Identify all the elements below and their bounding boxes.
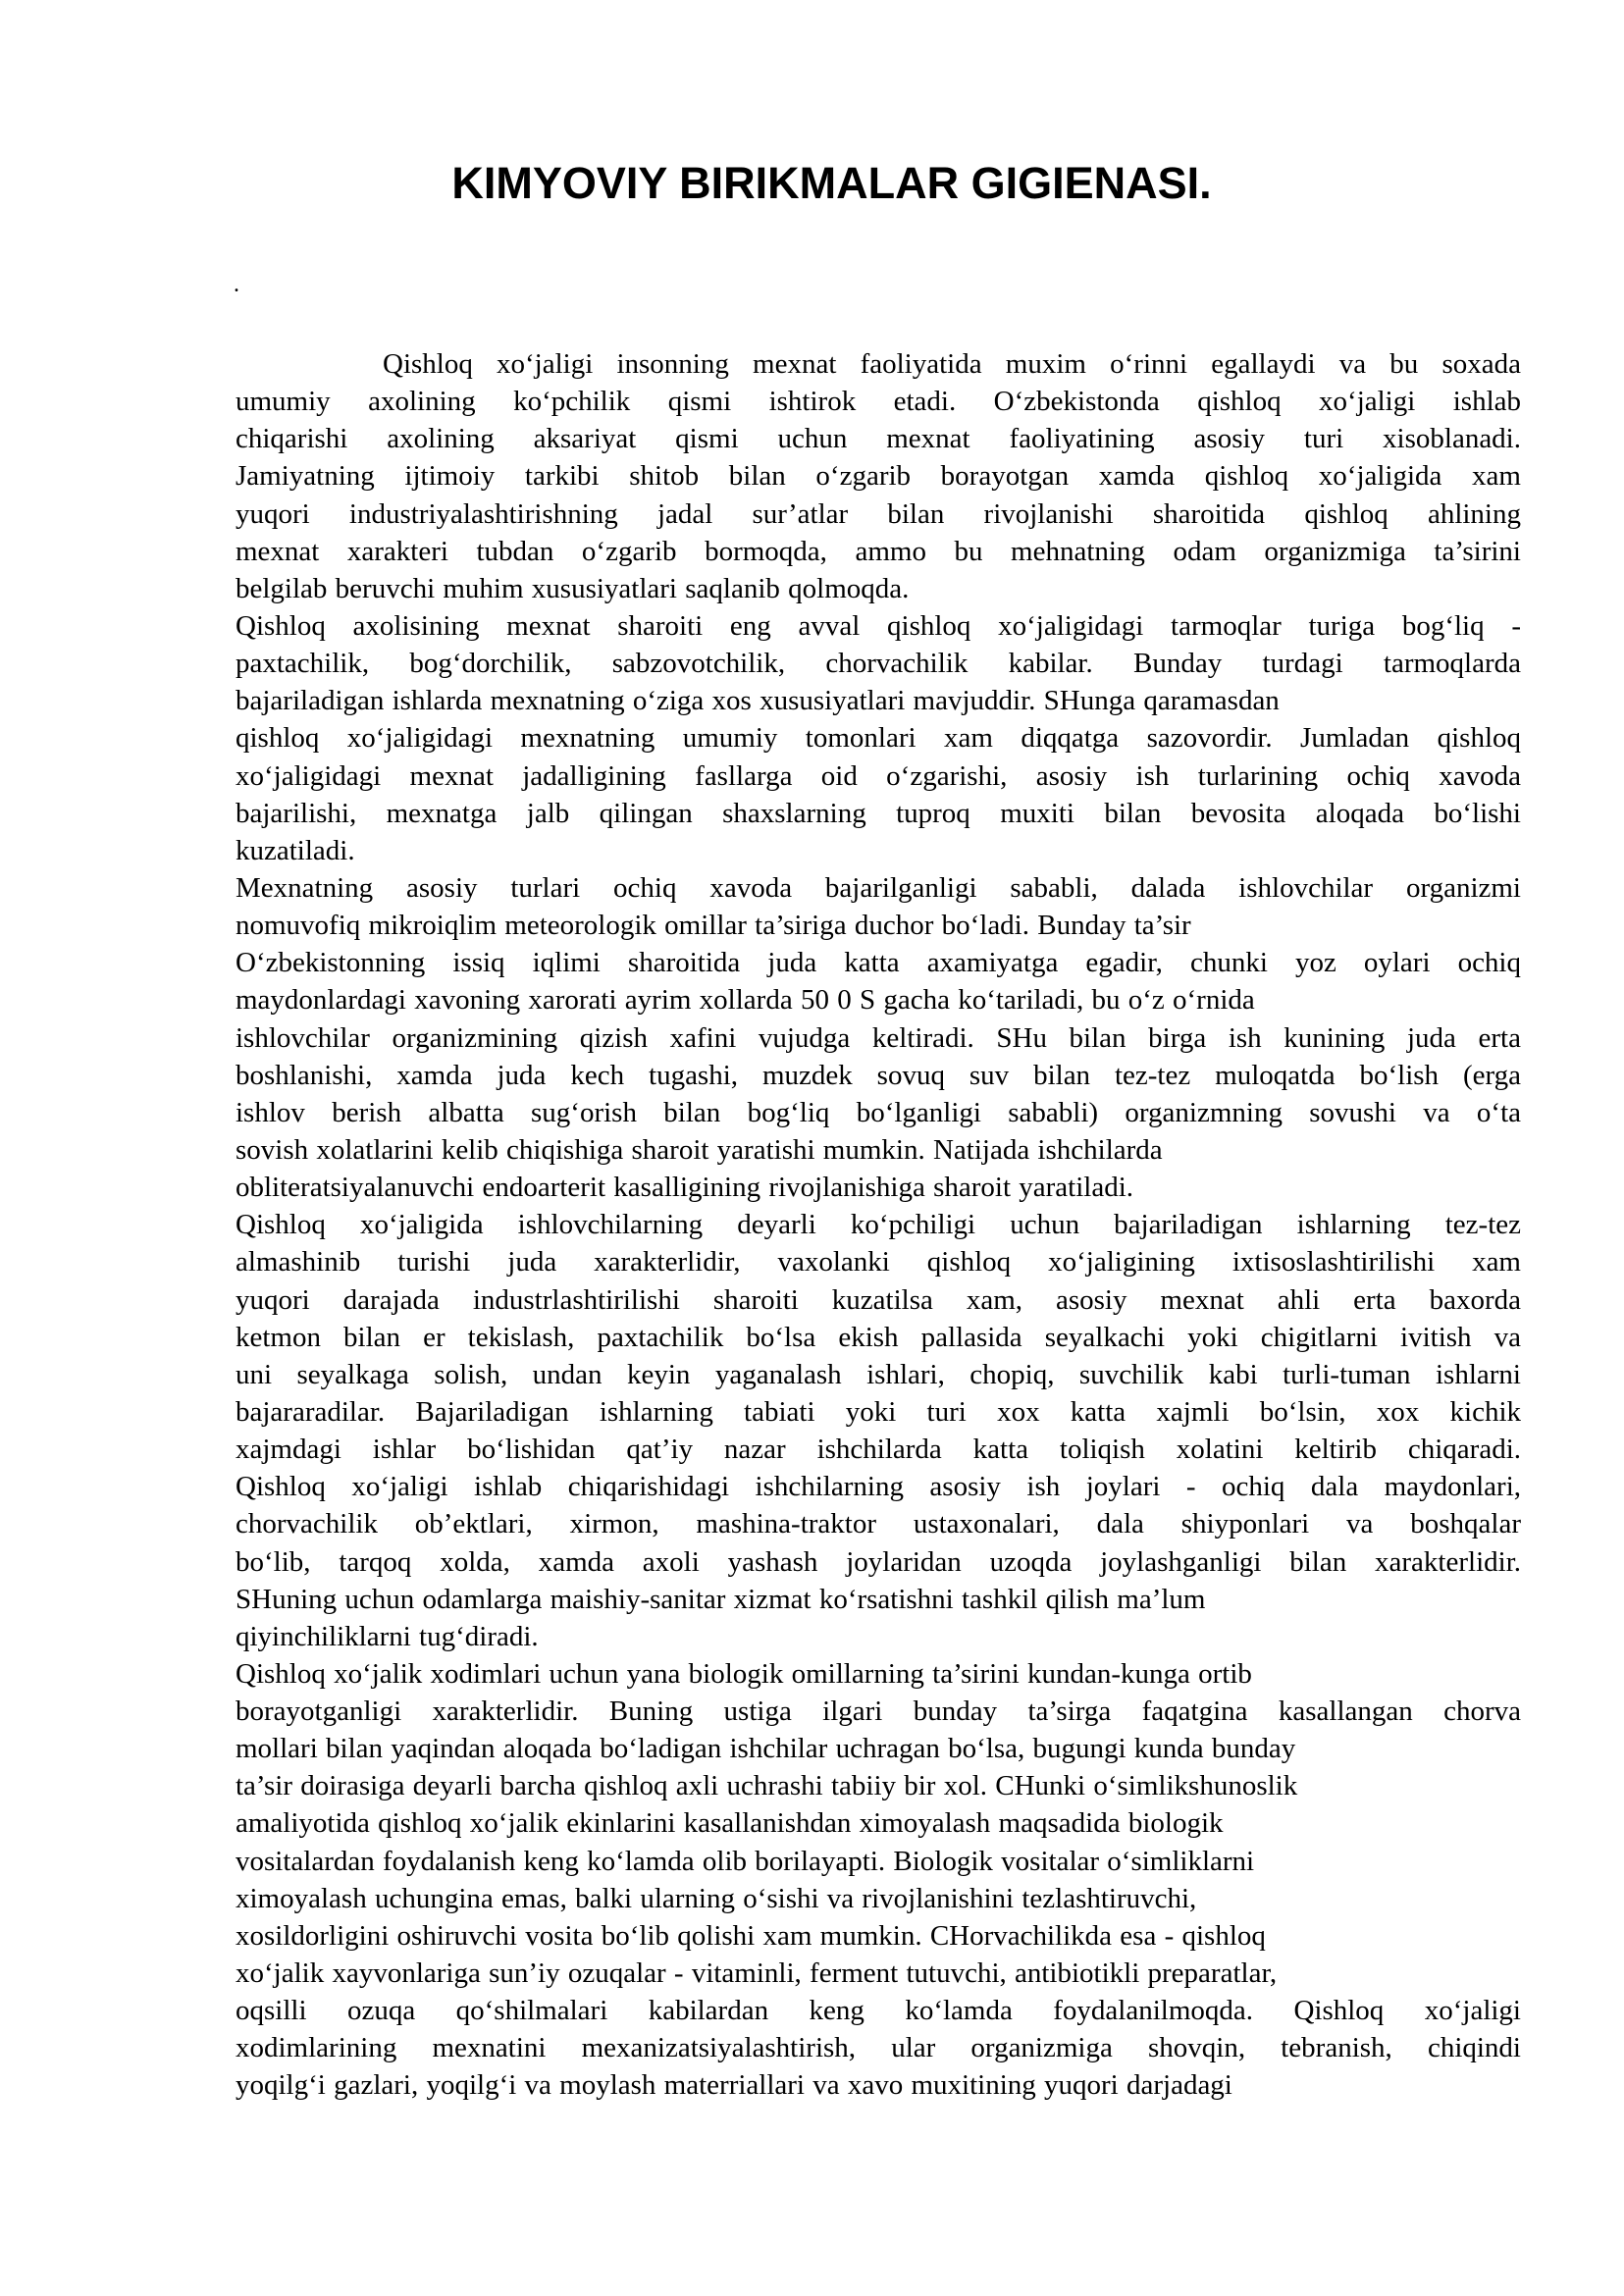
text-line: Qishloq axolisining mexnat sharoiti eng avval qishloq xo‘jaligidagi tarmoqlar turiga bog‘liq - [236, 609, 1521, 642]
text-line: ta’sir doirasiga deyarli barcha qishloq axli uchrashi tabiiy bir xol. CHunki o‘simlikshunoslik [236, 1770, 1298, 1802]
text-line: Qishloq xo‘jaligida ishlovchilarning deyarli ko‘pchiligi uchun bajariladigan ishlarning tez-tez [236, 1209, 1521, 1241]
text-line: yuqori darajada industrlashtirilishi sharoiti kuzatilsa xam, asosiy mexnat ahli erta baxorda [236, 1283, 1521, 1316]
document-title: KIMYOVIY BIRIKMALAR GIGIENASI. [451, 158, 1212, 208]
text-line: qishloq xo‘jaligidagi mexnatning umumiy tomonlari xam diqqatga sazovordir. Jumladan qishloq [236, 722, 1521, 755]
text-line: bo‘lib, tarqoq xolda, xamda axoli yashash joylaridan uzoqda joylashganligi bilan xarakterlidir. [236, 1545, 1521, 1578]
text-line: almashinib turishi juda xarakterlidir, vaxolanki qishloq xo‘jaligining ixtisoslashtirilishi xam [236, 1246, 1521, 1278]
text-line: Jamiyatning ijtimoiy tarkibi shitob bilan o‘zgarib borayotgan xamda qishloq xo‘jaligida xam [236, 460, 1521, 493]
text-line: Qishloq xo‘jalik xodimlari uchun yana biologik omillarning ta’sirini kundan-kunga ortib [236, 1657, 1252, 1690]
text-line: vositalardan foydalanish keng ko‘lamda olib borilayapti. Biologik vositalar o‘simliklarni [236, 1845, 1255, 1877]
text-line: xodimlarining mexnatini mexanizatsiyalashtirish, ular organizmiga shovqin, tebranish, chiqindi [236, 2032, 1521, 2064]
section-marker: . [234, 272, 239, 297]
text-line: Qishloq xo‘jaligi ishlab chiqarishidagi ishchilarning asosiy ish joylari - ochiq dala maydonlari, [236, 1471, 1521, 1503]
text-line: xosildorligini oshiruvchi vosita bo‘lib qolishi xam mumkin. CHorvachilikda esa - qishloq [236, 1919, 1266, 1952]
text-line: xo‘jaligidagi mexnat jadalligining fasllarga oid o‘zgarishi, asosiy ish turlarining ochiq xavoda [236, 759, 1521, 792]
text-line: qiyinchiliklarni tug‘diradi. [236, 1620, 539, 1652]
text-line: maydonlardagi xavoning xarorati ayrim xollarda 50 0 S gacha ko‘tariladi, bu o‘z o‘rnida [236, 984, 1255, 1017]
text-line: O‘zbekistonning issiq iqlimi sharoitida juda katta axamiyatga egadir, chunki yoz oylari ochiq [236, 947, 1521, 979]
text-line: mollari bilan yaqindan aloqada bo‘ladigan ishchilar uchragan bo‘lsa, bugungi kunda bunday [236, 1733, 1296, 1765]
text-line: boshlanishi, xamda juda kech tugashi, muzdek sovuq suv bilan tez-tez muloqatda bo‘lish (erga [236, 1059, 1521, 1091]
text-line: yoqilg‘i gazlari, yoqilg‘i va moylash materriallari va xavo muxitining yuqori darjadagi [236, 2069, 1232, 2102]
text-line: Mexnatning asosiy turlari ochiq xavoda bajarilganligi sababli, dalada ishlovchilar organizmi [236, 871, 1521, 904]
text-line: kuzatiladi. [236, 834, 355, 866]
text-line: ishlovchilar organizmining qizish xafini vujudga keltiradi. SHu bilan birga ish kunining juda erta [236, 1021, 1521, 1054]
text-line: ketmon bilan er tekislash, paxtachilik bo‘lsa ekish pallasida seyalkachi yoki chigitlarni ivitish va [236, 1321, 1521, 1353]
text-line: obliteratsiyalanuvchi endoarterit kasalligining rivojlanishiga sharoit yaratiladi. [236, 1172, 1134, 1204]
text-line: amaliyotida qishloq xo‘jalik ekinlarini kasallanishdan ximoyalash maqsadida biologik [236, 1807, 1224, 1840]
text-line: chiqarishi axolining aksariyat qismi uchun mexnat faoliyatining asosiy turi xisoblanadi. [236, 423, 1521, 455]
text-line: sovish xolatlarini kelib chiqishiga sharoit yaratishi mumkin. Natijada ishchilarda [236, 1133, 1163, 1166]
text-line: ximoyalash uchungina emas, balki ularning o‘sishi va rivojlanishini tezlashtiruvchi, [236, 1882, 1197, 1914]
text-line: xo‘jalik xayvonlariga sun’iy ozuqalar - vitaminli, ferment tutuvchi, antibiotikli preparatlar, [236, 1957, 1278, 1990]
text-line: chorvachilik ob’ektlari, xirmon, mashina-traktor ustaxonalari, dala shiyponlari va boshqalar [236, 1508, 1521, 1540]
text-line: xajmdagi ishlar bo‘lishidan qat’iy nazar ishchilarda katta toliqish xolatini keltirib chiqaradi. [236, 1434, 1521, 1466]
text-line: paxtachilik, bog‘dorchilik, sabzovotchilik, chorvachilik kabilar. Bunday turdagi tarmoqlarda [236, 648, 1521, 680]
text-line: Qishloq xo‘jaligi insonning mexnat faoliyatida muxim o‘rinni egallaydi va bu soxada [383, 348, 1521, 380]
text-line: yuqori industriyalashtirishning jadal sur’atlar bilan rivojlanishi sharoitida qishloq ahlining [236, 497, 1521, 530]
text-line: belgilab beruvchi muhim xususiyatlari saqlanib qolmoqda. [236, 572, 910, 604]
text-line: uni seyalkaga solish, undan keyin yaganalash ishlari, chopiq, suvchilik kabi turli-tuman ishlarni [236, 1358, 1521, 1390]
text-line: ishlov berish albatta sug‘orish bilan bog‘liq bo‘lganligi sababli) organizmning sovushi va o‘ta [236, 1096, 1521, 1128]
document-body [236, 345, 1521, 2105]
text-line: SHuning uchun odamlarga maishiy-sanitar xizmat ko‘rsatishni tashkil qilish ma’lum [236, 1583, 1206, 1615]
text-line: bajariladigan ishlarda mexnatning o‘ziga xos xususiyatlari mavjuddir. SHunga qaramasdan [236, 685, 1280, 717]
text-line: borayotganligi xarakterlidir. Buning ustiga ilgari bunday ta’sirga faqatgina kasallangan chorva [236, 1696, 1521, 1728]
text-line: umumiy axolining ko‘pchilik qismi ishtirok etadi. O‘zbekistonda qishloq xo‘jaligi ishlab [236, 386, 1521, 418]
text-line: mexnat xarakteri tubdan o‘zgarib bormoqda, ammo bu mehnatning odam organizmiga ta’sirini [236, 535, 1521, 567]
text-line: oqsilli ozuqa qo‘shilmalari kabilardan keng ko‘lamda foydalanilmoqda. Qishloq xo‘jaligi [236, 1995, 1521, 2027]
text-line: nomuvofiq mikroiqlim meteorologik omillar ta’siriga duchor bo‘ladi. Bunday ta’sir [236, 910, 1191, 942]
text-line: bajararadilar. Bajariladigan ishlarning tabiati yoki turi xox katta xajmli bo‘lsin, xox kichik [236, 1395, 1521, 1428]
text-line: bajarilishi, mexnatga jalb qilingan shaxslarning tuproq muxiti bilan bevosita aloqada bo‘lishi [236, 797, 1521, 829]
